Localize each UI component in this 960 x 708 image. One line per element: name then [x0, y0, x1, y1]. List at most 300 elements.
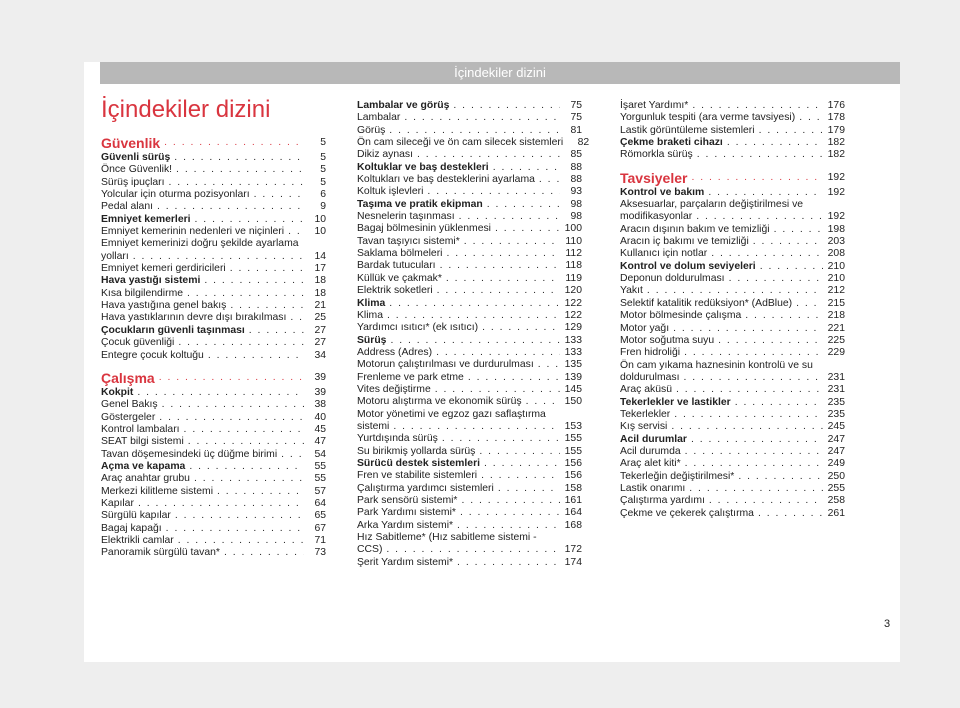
toc-page-number: 182 — [827, 149, 845, 161]
toc-entry-text: Çocuk güvenliği — [101, 337, 175, 349]
dot-leader — [133, 251, 304, 263]
toc-page-number: 135 — [564, 359, 582, 371]
toc-entry[interactable] — [101, 337, 326, 349]
toc-entry-text: Klima — [357, 297, 386, 309]
toc-entry[interactable] — [101, 201, 326, 213]
toc-entry[interactable] — [620, 508, 845, 520]
toc-page-number: 133 — [564, 346, 582, 358]
dot-leader — [446, 273, 560, 285]
toc-page-number: 247 — [827, 433, 845, 445]
toc-entry[interactable] — [357, 335, 582, 347]
toc-entry-text: Motorun çalıştırılması ve durdurulması — [357, 359, 534, 371]
toc-entry[interactable] — [620, 360, 845, 385]
toc-entry[interactable] — [620, 298, 845, 310]
toc-section-title: Güvenlik — [101, 135, 161, 151]
toc-entry-text: sistemi — [357, 420, 390, 432]
toc-page-number: 179 — [827, 124, 845, 136]
toc-entry[interactable] — [357, 507, 582, 519]
toc-entry[interactable] — [357, 470, 582, 482]
dot-leader — [393, 421, 560, 433]
toc-entry[interactable] — [620, 397, 845, 409]
toc-entry[interactable] — [620, 471, 845, 483]
dot-leader — [460, 507, 560, 519]
toc-entry-text: Park sensörü sistemi* — [357, 495, 458, 506]
toc-page-number: 10 — [314, 226, 326, 238]
dot-leader — [162, 399, 304, 411]
dot-leader — [729, 273, 823, 285]
toc-page-number: 38 — [314, 399, 326, 411]
dot-leader — [718, 335, 823, 347]
toc-entry[interactable] — [101, 164, 326, 176]
toc-entry[interactable] — [357, 260, 582, 272]
toc-entry[interactable] — [620, 199, 845, 224]
toc-page-number: 218 — [827, 310, 845, 322]
toc-entry-text: Elektrik soketleri — [357, 285, 433, 297]
toc-entry[interactable] — [101, 535, 326, 547]
dot-leader — [674, 409, 823, 421]
dot-leader — [673, 323, 823, 335]
toc-entry-text: Aracın iç bakımı ve temizliği — [620, 236, 749, 248]
toc-entry[interactable] — [357, 483, 582, 495]
toc-entry[interactable] — [620, 248, 845, 260]
toc-page-number: 17 — [314, 263, 326, 275]
dot-leader — [685, 458, 823, 470]
toc-entry[interactable] — [101, 523, 326, 535]
dot-leader — [169, 177, 304, 189]
toc-entry[interactable] — [620, 335, 845, 347]
toc-page-number: 18 — [314, 287, 326, 299]
dot-leader — [254, 189, 304, 201]
dot-leader — [709, 495, 823, 507]
toc-page-number: 21 — [314, 300, 326, 312]
toc-entry[interactable] — [101, 275, 326, 287]
dot-leader — [164, 134, 304, 152]
toc-page-number: 120 — [564, 285, 582, 297]
toc-page-number: 161 — [564, 495, 582, 506]
toc-page-number: 5 — [320, 164, 326, 176]
dot-leader — [684, 347, 823, 359]
toc-entry-text: Lambalar — [357, 112, 401, 124]
toc-page-number: 212 — [827, 285, 845, 297]
toc-entry-text: yolları — [101, 250, 129, 262]
toc-entry[interactable] — [357, 285, 582, 297]
toc-page-number: 25 — [314, 312, 326, 324]
toc-page-number: 112 — [565, 248, 582, 260]
toc-page-number: 88 — [570, 174, 582, 186]
dot-leader — [758, 508, 823, 520]
toc-entry[interactable] — [620, 236, 845, 248]
toc-entry-text-line1: Emniyet kemerinizi doğru şekilde ayarlama — [101, 238, 299, 250]
toc-entry-text: Selektif katalitik redüksiyon* (AdBlue) — [620, 297, 793, 309]
toc-entry[interactable] — [357, 384, 582, 396]
page-number: 3 — [884, 618, 891, 630]
toc-entry-text: Yorgunluk tespiti (ara verme tavsiyesi) — [620, 112, 796, 124]
toc-entry[interactable] — [357, 372, 582, 384]
dot-leader — [175, 510, 304, 522]
toc-entry[interactable] — [620, 483, 845, 495]
dot-leader — [436, 347, 560, 359]
toc-entry[interactable] — [620, 273, 845, 285]
toc-entry-text: Hava yastığı sistemi — [101, 275, 201, 287]
toc-entry[interactable] — [620, 224, 845, 236]
toc-page-number: 40 — [314, 411, 326, 423]
dot-leader — [230, 300, 304, 312]
toc-entry[interactable] — [620, 409, 845, 421]
toc-page-number: 182 — [827, 137, 845, 149]
toc-entry-text: Deponun doldurulması — [620, 273, 725, 285]
toc-entry[interactable] — [101, 387, 326, 399]
dot-leader — [446, 248, 560, 260]
toc-section[interactable] — [620, 169, 845, 187]
toc-entry[interactable] — [620, 495, 845, 507]
toc-entry[interactable] — [620, 434, 845, 446]
toc-page-number: 172 — [564, 544, 582, 556]
toc-entry[interactable] — [357, 310, 582, 322]
toc-page-number: 5 — [320, 176, 326, 188]
toc-entry-text: Kapılar — [101, 497, 134, 509]
dot-leader — [753, 236, 823, 248]
toc-page-number: 18 — [314, 275, 326, 287]
toc-entry[interactable] — [357, 211, 582, 223]
toc-page-number: 133 — [564, 334, 582, 346]
toc-entry[interactable] — [357, 273, 582, 285]
toc-page-number: 119 — [565, 272, 582, 284]
dot-leader — [224, 547, 304, 559]
header-label: İçindekiler dizini — [454, 65, 546, 80]
toc-page-number: 225 — [827, 334, 845, 346]
toc-page-number: 139 — [564, 371, 582, 383]
toc-entry-text: Ön cam sileceği ve ön cam silecek sistemleri — [357, 137, 564, 149]
toc-entry-text-line1: Aksesuarlar, parçaların değiştirilmesi ve — [620, 199, 804, 211]
dot-leader — [685, 446, 823, 458]
toc-entry[interactable] — [620, 100, 845, 112]
toc-entry-text: Araç anahtar grubu — [101, 473, 190, 485]
toc-entry-text: Fren ve stabilite sistemleri — [357, 470, 478, 482]
toc-entry-text: Önce Güvenlik! — [101, 164, 173, 176]
dot-leader — [390, 335, 560, 347]
dot-leader — [138, 498, 304, 510]
toc-entry-text-line1: Ön cam yıkama haznesinin kontrolü ve su — [620, 359, 813, 371]
toc-entry[interactable] — [357, 248, 582, 260]
toc-entry[interactable] — [620, 446, 845, 458]
toc-entry[interactable] — [357, 100, 582, 112]
toc-page-number: 75 — [570, 112, 582, 124]
toc-entry[interactable] — [357, 458, 582, 470]
dot-leader — [442, 433, 560, 445]
toc-entry[interactable] — [620, 421, 845, 433]
toc-page-number: 250 — [827, 470, 845, 482]
toc-entry-text: Yolcular için oturma pozisyonları — [101, 189, 250, 201]
toc-page-number: 81 — [570, 124, 582, 136]
toc-section-title: Tavsiyeler — [620, 169, 688, 186]
toc-page-number: 122 — [564, 297, 582, 309]
toc-column-3 — [620, 100, 845, 520]
toc-section[interactable] — [101, 369, 326, 387]
toc-entry-text: Tekerlekler — [620, 408, 671, 420]
toc-entry-text: Sürüş ipuçları — [101, 176, 165, 188]
toc-page-number: 110 — [565, 235, 582, 247]
toc-entry[interactable] — [357, 236, 582, 248]
toc-entry[interactable] — [357, 433, 582, 445]
toc-entry-text: Dikiz aynası — [357, 149, 414, 161]
dot-leader — [437, 285, 560, 297]
toc-entry-text: Merkezi kilitleme sistemi — [101, 485, 214, 497]
toc-entry[interactable] — [620, 285, 845, 297]
toc-entry[interactable] — [620, 310, 845, 322]
dot-leader — [157, 201, 304, 213]
toc-page-number: 235 — [827, 408, 845, 420]
toc-page-number: 6 — [320, 189, 326, 201]
dot-leader — [676, 384, 823, 396]
toc-page-number: 118 — [565, 260, 582, 272]
toc-entry-text: Arka Yardım sistemi* — [357, 519, 454, 531]
toc-entry[interactable] — [357, 112, 582, 124]
toc-entry[interactable] — [357, 532, 582, 557]
toc-entry[interactable] — [620, 458, 845, 470]
toc-entry[interactable] — [101, 461, 326, 473]
toc-page-number: 208 — [827, 248, 845, 260]
dot-leader — [481, 470, 560, 482]
toc-entry-text: Nesnelerin taşınması — [357, 211, 455, 223]
toc-entry[interactable] — [101, 177, 326, 189]
dot-leader — [204, 275, 304, 287]
toc-page-number: 14 — [314, 250, 326, 262]
toc-entry-text: Kış servisi — [620, 421, 668, 433]
dot-leader — [288, 226, 304, 238]
toc-entry-text: Kontrol lambaları — [101, 423, 180, 435]
toc-page-number: 249 — [827, 458, 845, 470]
toc-entry-text: Emniyet kemeri gerdiricileri — [101, 263, 226, 275]
toc-entry-text: Bagaj kapağı — [101, 522, 162, 534]
toc-entry-text: Vites değiştirme — [357, 383, 431, 395]
toc-entry-text: Genel Bakış — [101, 399, 158, 411]
dot-leader — [689, 483, 823, 495]
toc-entry-text: Koltukları ve baş desteklerini ayarlama — [357, 174, 535, 186]
toc-entry[interactable] — [357, 199, 582, 211]
toc-entry[interactable] — [620, 384, 845, 396]
toc-entry[interactable] — [620, 149, 845, 161]
toc-entry[interactable] — [101, 189, 326, 201]
toc-entry[interactable] — [357, 149, 582, 161]
toc-entry-text: doldurulması — [620, 371, 680, 383]
toc-entry[interactable] — [101, 214, 326, 226]
toc-page-number: 261 — [827, 507, 845, 519]
dot-leader — [159, 412, 304, 424]
toc-section[interactable] — [101, 134, 326, 152]
dot-leader — [440, 260, 560, 272]
toc-entry-text: Motor yağı — [620, 322, 670, 334]
toc-entry-text: Tavan döşemesindeki üç düğme birimi — [101, 448, 278, 460]
toc-entry[interactable] — [357, 446, 582, 458]
toc-entry-text: Çocukların güvenli taşınması — [101, 324, 245, 336]
toc-entry[interactable] — [357, 495, 582, 507]
toc-page-number: 221 — [827, 322, 845, 334]
toc-entry-text: Göstergeler — [101, 411, 156, 423]
toc-entry[interactable] — [620, 112, 845, 124]
toc-entry[interactable] — [357, 409, 582, 434]
toc-entry-text: Taşıma ve pratik ekipman — [357, 198, 483, 210]
toc-page-number: 210 — [827, 260, 845, 272]
toc-entry[interactable] — [101, 449, 326, 461]
dot-leader — [230, 263, 304, 275]
toc-entry[interactable] — [101, 226, 326, 238]
toc-entry[interactable] — [101, 288, 326, 300]
toc-entry[interactable] — [357, 557, 582, 569]
toc-entry-text: Frenleme ve park etme — [357, 371, 464, 383]
toc-page-number: 57 — [314, 485, 326, 497]
toc-entry[interactable] — [101, 312, 326, 324]
toc-entry[interactable] — [101, 424, 326, 436]
toc-entry-text: Lastik görüntüleme sistemleri — [620, 124, 755, 136]
dot-leader — [386, 544, 560, 556]
toc-entry[interactable] — [101, 350, 326, 362]
dot-leader — [427, 186, 560, 198]
toc-entry[interactable] — [101, 547, 326, 559]
toc-entry[interactable] — [620, 137, 845, 149]
toc-entry-text: Küllük ve çakmak* — [357, 272, 442, 284]
toc-page-number: 258 — [827, 495, 845, 507]
toc-entry[interactable] — [357, 396, 582, 408]
toc-entry-text: Motor bölmesinde çalışma — [620, 310, 742, 322]
toc-entry[interactable] — [101, 510, 326, 522]
toc-entry[interactable] — [357, 162, 582, 174]
toc-page-number: 150 — [564, 396, 582, 408]
toc-page-number: 55 — [314, 460, 326, 472]
toc-entry[interactable] — [620, 347, 845, 359]
toc-entry[interactable] — [357, 137, 590, 149]
toc-entry[interactable] — [357, 347, 582, 359]
toc-entry[interactable] — [357, 174, 582, 186]
toc-entry-text: Su birikmiş yollarda sürüş — [357, 445, 476, 457]
toc-entry-text: Koltuk işlevleri — [357, 186, 424, 198]
toc-page-number: 122 — [564, 309, 582, 321]
toc-entry-text: Tavan taşıyıcı sistemi* — [357, 235, 460, 247]
toc-entry-text: Römorkla sürüş — [620, 149, 693, 161]
toc-entry-text: Acil durumlar — [620, 433, 687, 445]
toc-page-number: 85 — [570, 149, 582, 161]
dot-leader — [479, 446, 560, 458]
toc-page-number: 168 — [564, 519, 582, 531]
toc-entry[interactable] — [101, 325, 326, 337]
toc-entry-text: Araç alet kiti* — [620, 458, 681, 470]
toc-page-number: 10 — [314, 213, 326, 225]
toc-entry-text: CCS) — [357, 544, 383, 556]
toc-entry-text: Emniyet kemerinin nedenleri ve niçinleri — [101, 226, 285, 238]
dot-leader — [457, 520, 560, 532]
dot-leader — [417, 149, 560, 161]
dot-leader — [468, 372, 560, 384]
dot-leader — [708, 187, 823, 199]
dot-leader — [495, 223, 560, 235]
toc-entry-text: Acil durumda — [620, 445, 681, 457]
dot-leader — [404, 112, 560, 124]
toc-entry-text: Görüş — [357, 124, 386, 136]
dot-leader — [281, 449, 304, 461]
toc-entry[interactable] — [101, 436, 326, 448]
toc-entry[interactable] — [357, 298, 582, 310]
toc-entry-text: Lambalar ve görüş — [357, 100, 450, 111]
toc-entry[interactable] — [101, 399, 326, 411]
toc-page-number: 247 — [827, 445, 845, 457]
toc-entry[interactable] — [101, 238, 326, 263]
toc-entry-text: Yardımcı ısıtıcı* (ek ısıtıcı) — [357, 322, 479, 334]
dot-leader — [759, 125, 823, 137]
toc-entry[interactable] — [620, 187, 845, 199]
toc-entry[interactable] — [620, 323, 845, 335]
toc-entry-text: Çekme ve çekerek çalıştırma — [620, 507, 754, 519]
toc-page-number: 245 — [827, 421, 845, 433]
toc-entry[interactable] — [357, 359, 582, 371]
dot-leader — [166, 523, 304, 535]
toc-entry[interactable] — [357, 223, 582, 235]
toc-entry[interactable] — [357, 520, 582, 532]
toc-page-number: 93 — [570, 186, 582, 198]
page-title: İçindekiler dizini — [101, 96, 271, 123]
toc-entry[interactable] — [101, 263, 326, 275]
toc-page-number: 55 — [314, 473, 326, 485]
toc-entry[interactable] — [357, 322, 582, 334]
toc-entry-text: Kontrol ve bakım — [620, 186, 705, 198]
toc-page-number: 27 — [314, 324, 326, 336]
dot-leader — [671, 421, 823, 433]
toc-entry[interactable] — [101, 300, 326, 312]
dot-leader — [727, 137, 823, 149]
toc-page-number: 203 — [827, 236, 845, 248]
dot-leader — [194, 473, 304, 485]
toc-entry-text: Araç aküsü — [620, 384, 672, 396]
toc-entry-text: Panoramik sürgülü tavan* — [101, 547, 220, 559]
toc-entry[interactable] — [101, 152, 326, 164]
toc-entry[interactable] — [620, 261, 845, 273]
toc-entry-text: Klima — [357, 309, 383, 321]
dot-leader — [195, 214, 304, 226]
toc-page-number: 39 — [314, 371, 326, 383]
dot-leader — [738, 471, 823, 483]
toc-entry[interactable] — [101, 412, 326, 424]
toc-entry[interactable] — [101, 498, 326, 510]
toc-entry-text: Güvenli sürüş — [101, 152, 171, 163]
toc-page-number: 88 — [570, 161, 582, 173]
dot-leader — [453, 100, 560, 112]
dot-leader — [526, 396, 560, 408]
dot-leader — [457, 557, 560, 569]
dot-leader — [498, 483, 560, 495]
toc-page-number: 255 — [827, 482, 845, 494]
toc-page-number: 192 — [827, 171, 845, 183]
toc-entry-text: Yakıt — [620, 285, 643, 297]
toc-entry[interactable] — [357, 186, 582, 198]
toc-entry[interactable] — [101, 486, 326, 498]
toc-entry-text: Motoru alıştırma ve ekonomik sürüş — [357, 396, 522, 408]
toc-entry-text: Bardak tutucuları — [357, 260, 436, 272]
toc-page-number: 198 — [827, 223, 845, 235]
toc-entry[interactable] — [357, 125, 582, 137]
dot-leader — [217, 486, 304, 498]
toc-page-number: 73 — [314, 547, 326, 559]
toc-page-number: 192 — [827, 211, 845, 223]
dot-leader — [389, 298, 560, 310]
toc-page-number: 98 — [570, 211, 582, 223]
dot-leader — [735, 397, 823, 409]
toc-entry-text: Açma ve kapama — [101, 460, 186, 472]
toc-entry-text: Sürüş — [357, 334, 387, 346]
dot-leader — [484, 458, 560, 470]
toc-page-number: 153 — [564, 420, 582, 432]
toc-entry[interactable] — [101, 473, 326, 485]
toc-entry[interactable] — [620, 125, 845, 137]
dot-leader — [487, 199, 560, 211]
toc-page-number: 9 — [320, 201, 326, 213]
